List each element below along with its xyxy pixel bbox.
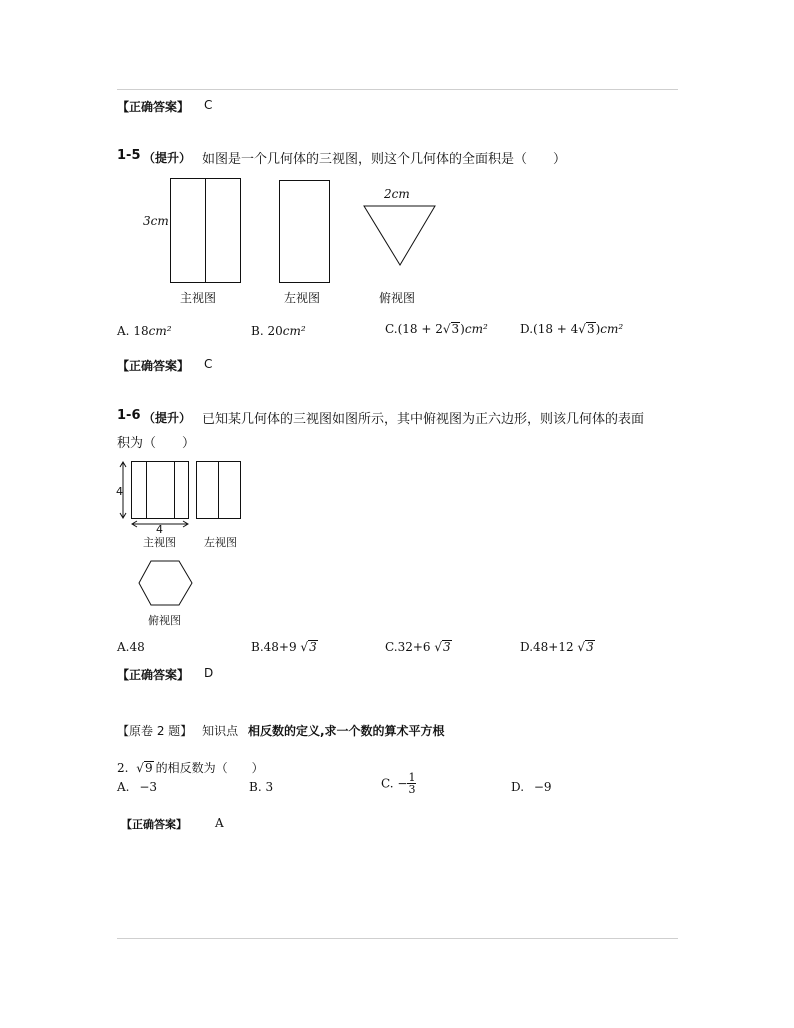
question-text: 的相反数为（ ）	[155, 761, 264, 775]
option-a-label: A.	[117, 780, 130, 794]
option-c-fraction	[407, 772, 416, 795]
option-a[interactable]	[117, 640, 145, 654]
option-b[interactable]	[249, 780, 273, 794]
answer-label: 【正确答案】	[117, 668, 190, 682]
question-stem: 如图是一个几何体的三视图，则这个几何体的全面积是（ ）	[202, 152, 567, 167]
option-d[interactable]	[511, 780, 552, 794]
option-d-label: D.	[511, 780, 525, 794]
question-number: 2.	[117, 761, 129, 775]
sqrt-sign: √	[578, 322, 586, 336]
option-c-radicand: 3	[443, 640, 451, 654]
sqrt-sign: √	[296, 640, 309, 654]
view-label-left: 左视图	[284, 291, 321, 305]
question-stem-line2: 积为（ ）	[117, 436, 196, 451]
question-radicand: 9	[144, 761, 153, 775]
answer-value: C	[204, 357, 213, 371]
option-c-pre: (18 + 2	[397, 322, 443, 336]
original-question-header	[117, 722, 445, 739]
header-prefix: 【原卷 2 题】	[117, 724, 193, 738]
option-c-label: C.	[381, 776, 394, 791]
option-c-label: C.	[385, 322, 398, 336]
header-kp: 相反数的定义,求一个数的算术平方根	[247, 724, 445, 738]
question-stem-line1: 已知某几何体的三视图如图所示，其中俯视图为正六边形，则该几何体的表面	[202, 412, 645, 427]
option-c-post: )	[460, 322, 465, 336]
option-a-value: −3	[139, 780, 158, 794]
top-view-hexagon	[138, 560, 194, 608]
view-label-top: 俯视图	[379, 291, 416, 305]
option-d-unit: cm²	[600, 322, 624, 336]
option-d-label: D.	[520, 322, 534, 336]
option-b[interactable]	[251, 640, 318, 654]
option-a-text: A.48	[117, 640, 145, 654]
option-c-unit: cm²	[464, 322, 488, 336]
option-b-pre: B.48+9	[251, 640, 297, 654]
header-rule	[117, 89, 678, 90]
header-kp-label: 知识点	[202, 724, 239, 738]
option-b-label: B.	[251, 324, 264, 338]
view-label-top: 俯视图	[148, 614, 181, 627]
option-c-pre: C.32+6	[385, 640, 431, 654]
answer-value: D	[204, 666, 214, 680]
option-a[interactable]	[117, 780, 157, 794]
footer-rule	[117, 938, 678, 939]
option-c-sign: −	[397, 776, 408, 791]
answer-label: 【正确答案】	[117, 100, 190, 114]
left-view-figure	[279, 180, 331, 284]
answer-value: A	[215, 816, 224, 830]
option-d[interactable]	[520, 640, 595, 654]
dim-top-label: 2cm	[384, 187, 410, 201]
front-view-figure	[170, 178, 242, 284]
option-d-post: )	[595, 322, 601, 336]
sqrt-sign: √	[430, 640, 442, 654]
option-d[interactable]	[520, 322, 623, 336]
option-a-unit: cm²	[148, 324, 172, 338]
question-2-stem	[117, 759, 264, 776]
option-b-unit: cm²	[282, 324, 306, 338]
left-view-figure	[196, 461, 242, 521]
option-d-value: −9	[533, 780, 552, 794]
option-b-value: 20	[267, 324, 283, 338]
dim-width-label: 4	[156, 523, 163, 536]
question-number: 1-5	[117, 148, 141, 163]
option-c[interactable]	[385, 640, 452, 654]
option-a[interactable]	[117, 324, 172, 338]
front-view-figure	[131, 461, 191, 521]
option-d-radicand: 3	[586, 322, 595, 336]
top-view-triangle	[363, 205, 437, 267]
question-level: （提升）	[143, 411, 192, 425]
dim-height-label: 4	[116, 485, 123, 498]
answer-label: 【正确答案】	[121, 818, 187, 831]
fraction-denominator: 3	[408, 783, 416, 796]
option-b-value: 3	[265, 780, 274, 794]
fraction-numerator: 1	[408, 771, 416, 784]
option-b-radicand: 3	[309, 640, 317, 654]
sqrt-sign: √	[136, 761, 144, 775]
sqrt-sign: √	[573, 640, 586, 654]
option-b-label: B.	[249, 780, 262, 794]
option-a-value: 18	[133, 324, 149, 338]
question-level: （提升）	[143, 151, 192, 165]
option-c[interactable]	[385, 322, 488, 336]
view-label-front: 主视图	[143, 536, 176, 549]
option-d-pre: (18 + 4	[533, 322, 579, 336]
option-d-radicand: 3	[586, 640, 594, 654]
view-label-left: 左视图	[204, 536, 237, 549]
dim-height-label: 3cm	[143, 214, 169, 228]
option-d-pre: D.48+12	[520, 640, 574, 654]
sqrt-sign: √	[442, 322, 451, 336]
option-c[interactable]	[381, 772, 416, 795]
option-b[interactable]	[251, 324, 306, 338]
answer-label: 【正确答案】	[117, 359, 190, 373]
option-a-label: A.	[117, 324, 130, 338]
option-c-radicand: 3	[451, 322, 460, 336]
view-label-front: 主视图	[180, 291, 217, 305]
answer-value: C	[204, 98, 213, 112]
question-number: 1-6	[117, 408, 141, 423]
